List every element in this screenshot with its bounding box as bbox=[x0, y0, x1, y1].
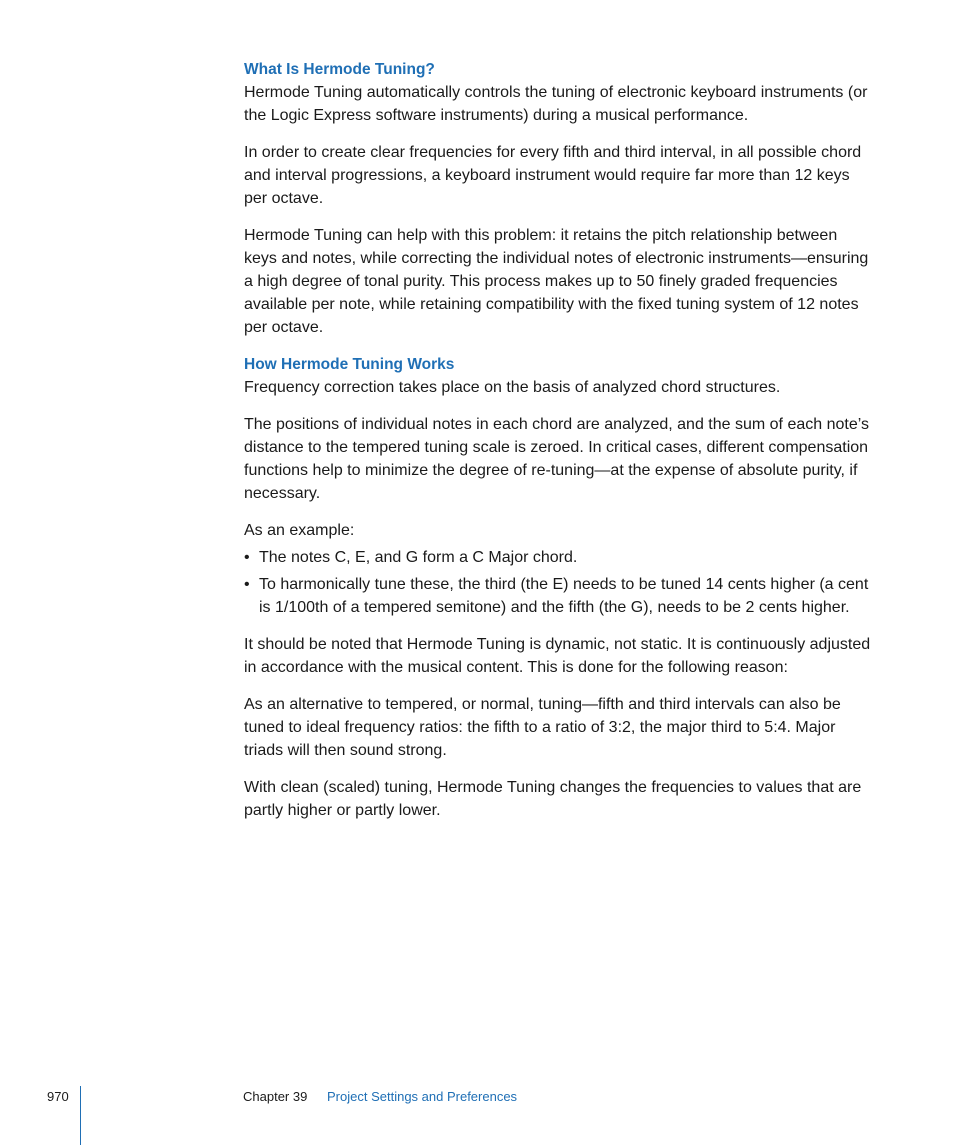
list-item bbox=[244, 573, 874, 619]
paragraph: Frequency correction takes place on the basis of analyzed chord structures. bbox=[244, 379, 781, 396]
paragraph: Hermode Tuning automatically controls the tuning of electronic keyboard instruments (or the Logic Express software instruments) during a musical performance. bbox=[244, 84, 868, 124]
section-heading-what-is-hermode: What Is Hermode Tuning? bbox=[244, 61, 435, 78]
paragraph: It should be noted that Hermode Tuning is dynamic, not static. It is continuously adjusted in accordance with the musical content. This is done for the following reason: bbox=[244, 636, 871, 676]
footer-divider bbox=[80, 1086, 81, 1145]
paragraph: As an alternative to tempered, or normal, tuning—fifth and third intervals can also be tuned to ideal frequency ratios: the fifth to a ratio of 3:2, the major third to 5:4. Major triads will then sound strong. bbox=[244, 696, 841, 759]
list-item bbox=[244, 546, 874, 569]
bullet-icon: • bbox=[244, 576, 250, 593]
paragraph: With clean (scaled) tuning, Hermode Tuning changes the frequencies to values that are partly higher or partly lower. bbox=[244, 779, 862, 819]
paragraph: In order to create clear frequencies for every fifth and third interval, in all possible chord and interval progressions, a keyboard instrument would require far more than 12 keys per octave. bbox=[244, 144, 862, 207]
page-number: 970 bbox=[47, 1089, 69, 1104]
chapter-title-link[interactable]: Project Settings and Preferences bbox=[327, 1089, 518, 1104]
bullet-icon: • bbox=[244, 549, 250, 566]
page-content bbox=[244, 58, 874, 836]
section-heading-how-hermode-works: How Hermode Tuning Works bbox=[244, 356, 455, 373]
chapter-label: Chapter 39 bbox=[243, 1089, 308, 1104]
list-item-text: To harmonically tune these, the third (the E) needs to be tuned 14 cents higher (a cent is 1/100th of a tempered semitone) and the fifth (the G), needs to be 2 cents higher. bbox=[259, 576, 869, 616]
list-item-text: The notes C, E, and G form a C Major chord. bbox=[259, 549, 578, 566]
bullet-list bbox=[244, 546, 874, 619]
paragraph: Hermode Tuning can help with this problem: it retains the pitch relationship between keys and notes, while correcting the individual notes of electronic instruments—ensuring a high degree of tonal purity. This process makes up to 50 finely graded frequencies available per note, while retaining compatibility with the fixed tuning system of 12 notes per octave. bbox=[244, 227, 869, 336]
paragraph: The positions of individual notes in each chord are analyzed, and the sum of each note’s distance to the tempered tuning scale is zeroed. In critical cases, different compensation functions help to minimize the degree of re-tuning—at the expense of absolute purity, if necessary. bbox=[244, 416, 869, 502]
paragraph: As an example: bbox=[244, 522, 355, 539]
